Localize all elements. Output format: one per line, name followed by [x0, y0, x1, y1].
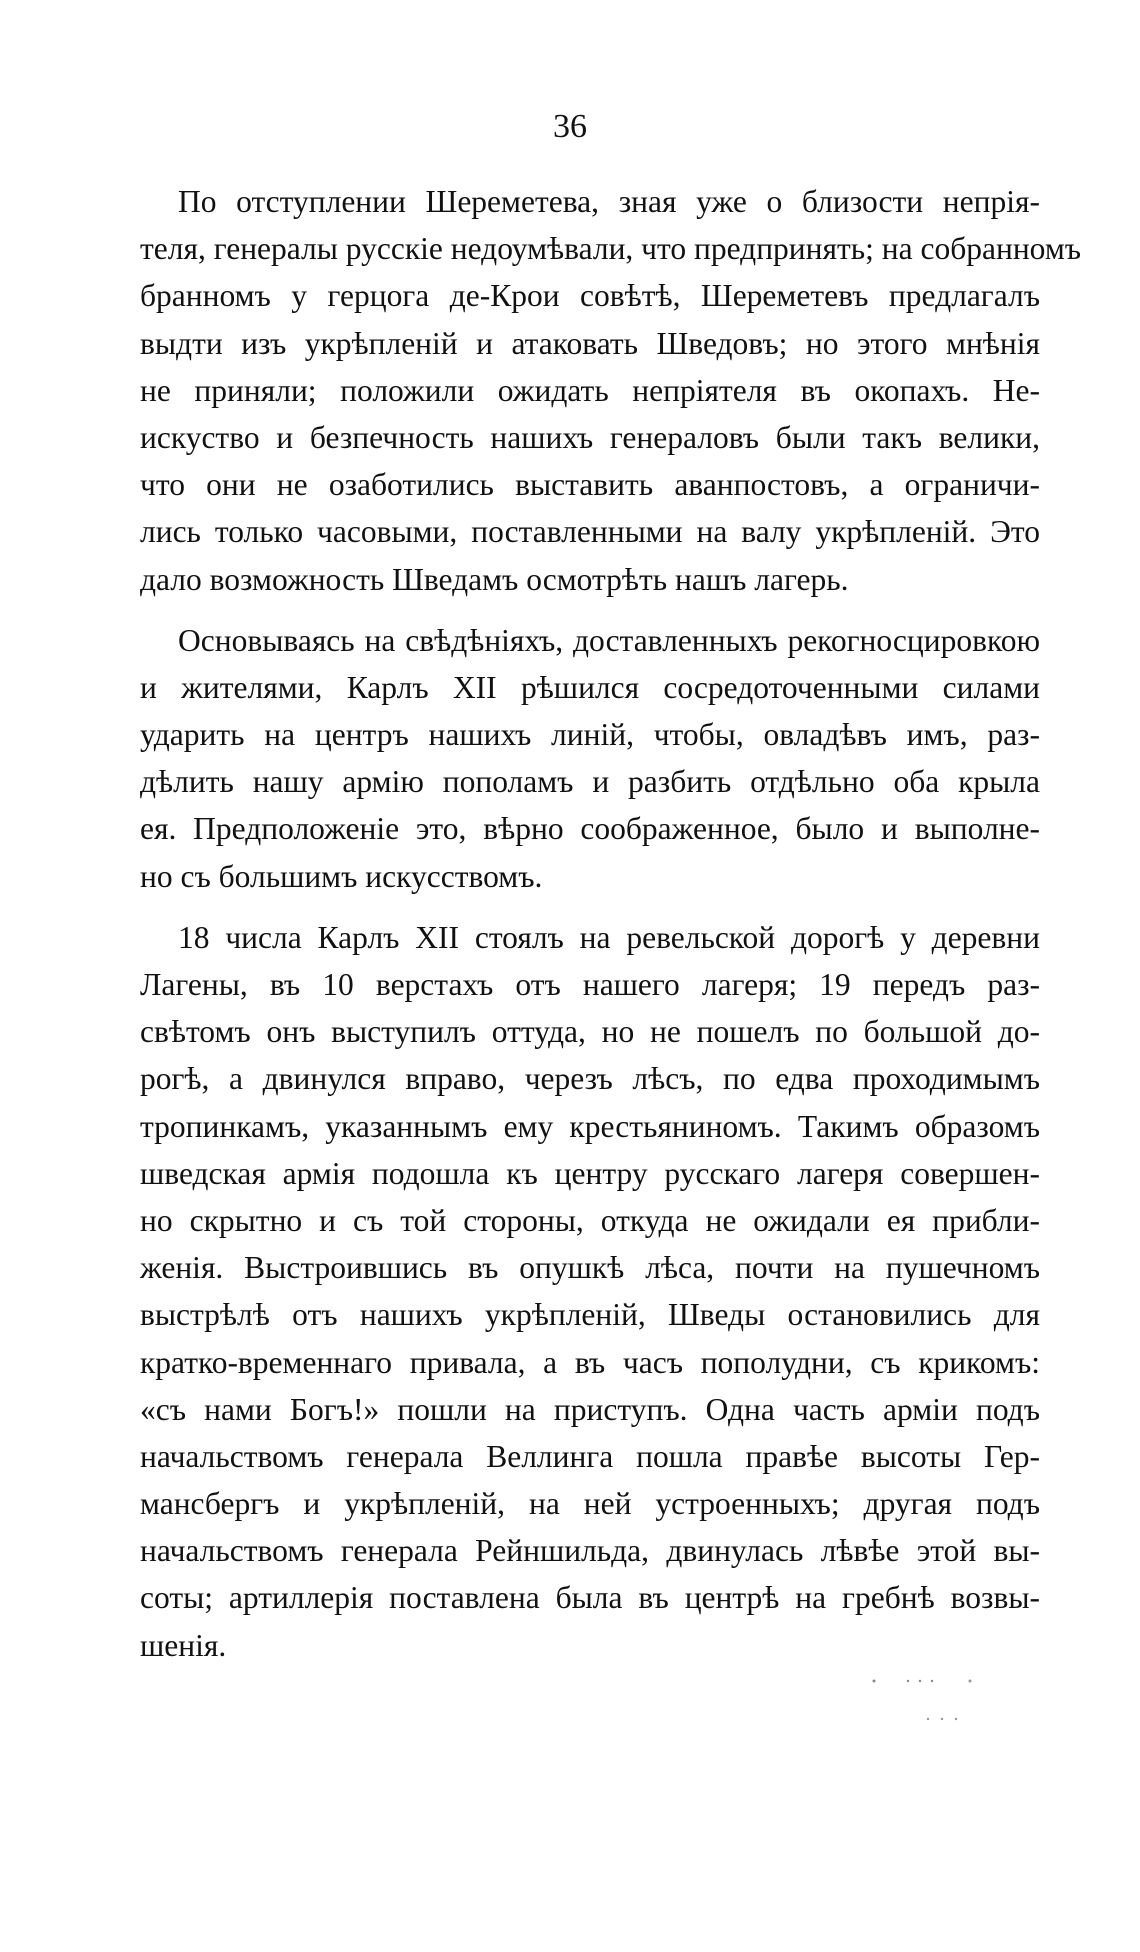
- body-text: [140, 178, 1082, 1683]
- text-line: женія. Выстроившись въ опушкѣ лѣса, почти на пушечномъ: [140, 1250, 1040, 1286]
- text-line: начальствомъ генерала Рейншильда, двинулась лѣвѣе этой вы-: [140, 1533, 1040, 1569]
- text-line: дало возможность Шведамъ осмотрѣть нашъ лагерь.: [140, 561, 849, 597]
- text-line: бранномъ у герцога де-Крои совѣтѣ, Шереметевъ предлагалъ: [140, 278, 1040, 314]
- text-line: теля, генералы русскіе недоумѣвали, что предпринять; на собранномъ: [140, 231, 1082, 267]
- text-line: выдти изъ укрѣпленій и атаковать Шведовъ; но этого мнѣнія: [140, 325, 1040, 361]
- text-line: По отступлении Шереметева, зная уже о близости непрія-: [178, 184, 1040, 219]
- page-number: 36: [553, 108, 587, 145]
- text-line: Лагены, въ 10 верстахъ отъ нашего лагеря; 19 передъ раз-: [140, 967, 1040, 1002]
- text-line: лись только часовыми, поставленными на валу укрѣпленій. Это: [140, 514, 1040, 550]
- text-line: «съ нами Богъ!» пошли на приступъ. Одна часть арміи подъ: [140, 1391, 1040, 1427]
- text-line: кратко-временнаго привала, а въ часъ пополудни, съ крикомъ:: [140, 1344, 1040, 1380]
- text-line: и жителями, Карлъ XII рѣшился сосредоточенными силами: [140, 669, 1040, 705]
- text-line: дѣлить нашу армію пополамъ и разбить отдѣльно оба крыла: [140, 764, 1040, 800]
- text-line: что они не озаботились выставить аванпостовъ, а ограничи-: [140, 467, 1040, 503]
- text-line: мансбергъ и укрѣпленій, на ней устроенныхъ; другая подъ: [140, 1486, 1040, 1522]
- paragraph-2: [140, 617, 1040, 900]
- scan-specks: [868, 1663, 988, 1743]
- text-line: соты; артиллерія поставлена была въ центрѣ на гребнѣ возвы-: [140, 1580, 1040, 1616]
- text-line: но съ большимъ искусствомъ.: [140, 858, 543, 894]
- text-line: шведская армія подошла къ центру русскаго лагеря совершен-: [140, 1155, 1040, 1191]
- text-line: тропинкамъ, указаннымъ ему крестьяниномъ. Такимъ образомъ: [140, 1108, 1040, 1144]
- text-line: ея. Предположеніе это, вѣрно соображенное, было и выполне-: [140, 811, 1040, 847]
- text-line: ударить на центръ нашихъ линій, чтобы, овладѣвъ имъ, раз-: [140, 717, 1040, 753]
- text-line: шенія.: [140, 1627, 227, 1663]
- text-line: но скрытно и съ той стороны, откуда не ожидали ея прибли-: [140, 1202, 1040, 1238]
- text-line: выстрѣлѣ отъ нашихъ укрѣпленій, Шведы остановились для: [140, 1297, 1040, 1333]
- text-line: 18 числа Карлъ XII стоялъ на ревельской дорогѣ у деревни: [178, 919, 1040, 955]
- text-line: свѣтомъ онъ выступилъ оттуда, но не пошелъ по большой до-: [140, 1014, 1040, 1050]
- text-line: начальствомъ генерала Веллинга пошла правѣе высоты Гер-: [140, 1438, 1040, 1474]
- paragraph-3: [140, 914, 1040, 1669]
- text-line: искуство и безпечность нашихъ генераловъ были такъ велики,: [140, 419, 1040, 455]
- text-line: Основываясь на свѣдѣніяхъ, доставленныхъ рекогносцировкою: [178, 622, 1040, 658]
- text-line: не приняли; положили ожидать непріятеля въ окопахъ. Не-: [140, 372, 1040, 408]
- paragraph-1: [140, 178, 1082, 603]
- text-line: рогѣ, а двинулся вправо, черезъ лѣсъ, по едва проходимымъ: [140, 1061, 1040, 1097]
